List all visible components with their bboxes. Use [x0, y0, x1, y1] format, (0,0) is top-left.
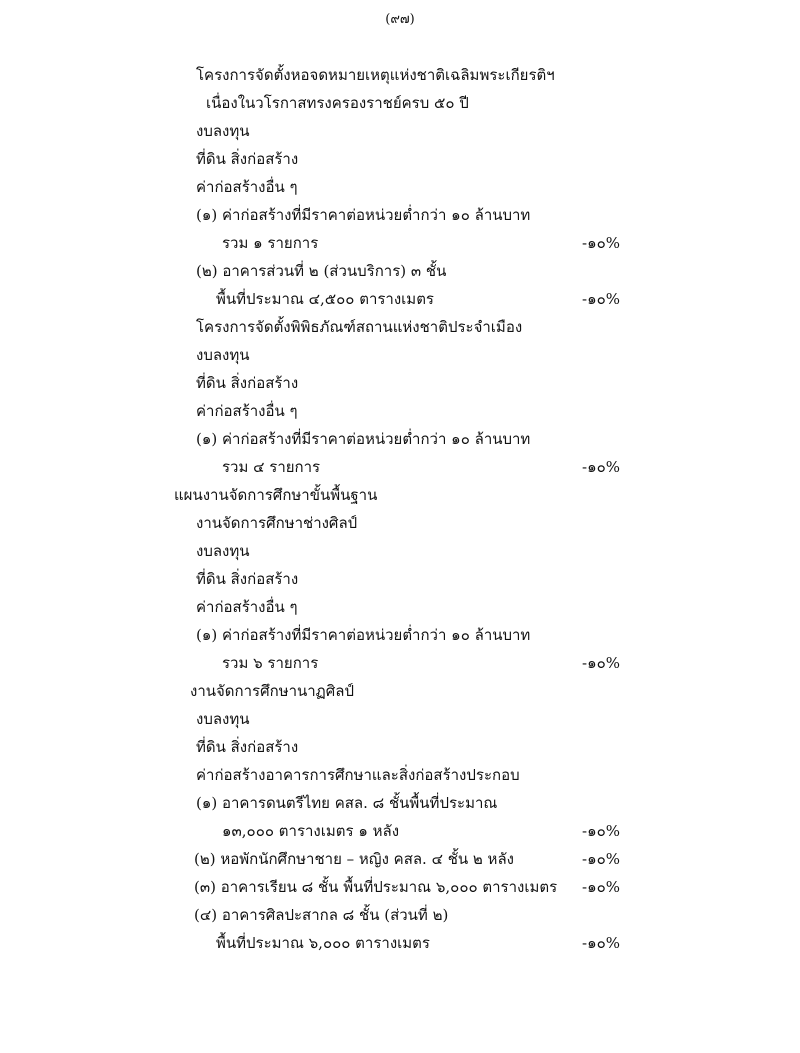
project-title: โครงการจัดตั้งพิพิธภัณฑ์สถานแห่งชาติประจำเมือง [196, 318, 523, 336]
list-item-total: รวม ๑ รายการ [222, 234, 319, 252]
list-item: (๒) หอพักนักศึกษาชาย – หญิง คสล. ๔ ชั้น ๒ หลัง [194, 850, 514, 868]
land-construction: ที่ดิน สิ่งก่อสร้าง [196, 374, 299, 392]
other-construction-cost: ค่าก่อสร้างอื่น ๆ [196, 178, 298, 196]
amount-value: -๑๐% [582, 234, 620, 252]
amount-value: -๑๐% [582, 654, 620, 672]
plan-title: แผนงานจัดการศึกษาขั้นพื้นฐาน [174, 486, 378, 504]
amount-value: -๑๐% [582, 290, 620, 308]
list-item: (๑) อาคารดนตรีไทย คสล. ๘ ชั้นพื้นที่ประมาณ [196, 794, 498, 812]
list-item-detail: ๑๓,๐๐๐ ตารางเมตร ๑ หลัง [222, 822, 400, 840]
list-item: (๒) อาคารส่วนที่ ๒ (ส่วนบริการ) ๓ ชั้น [196, 262, 447, 280]
amount-value: -๑๐% [582, 878, 620, 896]
budget-category: งบลงทุน [196, 122, 250, 140]
land-construction: ที่ดิน สิ่งก่อสร้าง [196, 570, 299, 588]
project-title-continued: เนื่องในวโรกาสทรงครองราชย์ครบ ๕๐ ปี [206, 94, 469, 112]
land-construction: ที่ดิน สิ่งก่อสร้าง [196, 150, 299, 168]
amount-value: -๑๐% [582, 458, 620, 476]
land-construction: ที่ดิน สิ่งก่อสร้าง [196, 738, 299, 756]
work-title: งานจัดการศึกษานาฏศิลป์ [190, 682, 354, 700]
list-item-total: รวม ๖ รายการ [222, 654, 319, 672]
list-item: (๔) อาคารศิลปะสากล ๘ ชั้น (ส่วนที่ ๒) [194, 906, 449, 924]
building-construction-cost: ค่าก่อสร้างอาคารการศึกษาและสิ่งก่อสร้างประกอบ [196, 766, 520, 784]
list-item: (๑) ค่าก่อสร้างที่มีราคาต่อหน่วยต่ำกว่า ๑๐ ล้านบาท [196, 430, 531, 448]
page-number: (๙๗) [385, 12, 415, 27]
budget-category: งบลงทุน [196, 710, 250, 728]
budget-category: งบลงทุน [196, 542, 250, 560]
list-item: (๑) ค่าก่อสร้างที่มีราคาต่อหน่วยต่ำกว่า ๑๐ ล้านบาท [196, 626, 531, 644]
project-title: โครงการจัดตั้งหอจดหมายเหตุแห่งชาติเฉลิมพระเกียรติฯ [196, 66, 555, 84]
amount-value: -๑๐% [582, 934, 620, 952]
list-item-detail: พื้นที่ประมาณ ๔,๕๐๐ ตารางเมตร [216, 290, 434, 308]
list-item: (๑) ค่าก่อสร้างที่มีราคาต่อหน่วยต่ำกว่า ๑๐ ล้านบาท [196, 206, 531, 224]
list-item-detail: พื้นที่ประมาณ ๖,๐๐๐ ตารางเมตร [216, 934, 430, 952]
amount-value: -๑๐% [582, 822, 620, 840]
list-item: (๓) อาคารเรียน ๘ ชั้น พื้นที่ประมาณ ๖,๐๐๐ ตารางเมตร [194, 878, 558, 896]
other-construction-cost: ค่าก่อสร้างอื่น ๆ [196, 402, 298, 420]
list-item-total: รวม ๔ รายการ [222, 458, 321, 476]
other-construction-cost: ค่าก่อสร้างอื่น ๆ [196, 598, 298, 616]
work-title: งานจัดการศึกษาช่างศิลป์ [196, 514, 358, 532]
amount-value: -๑๐% [582, 850, 620, 868]
budget-category: งบลงทุน [196, 346, 250, 364]
